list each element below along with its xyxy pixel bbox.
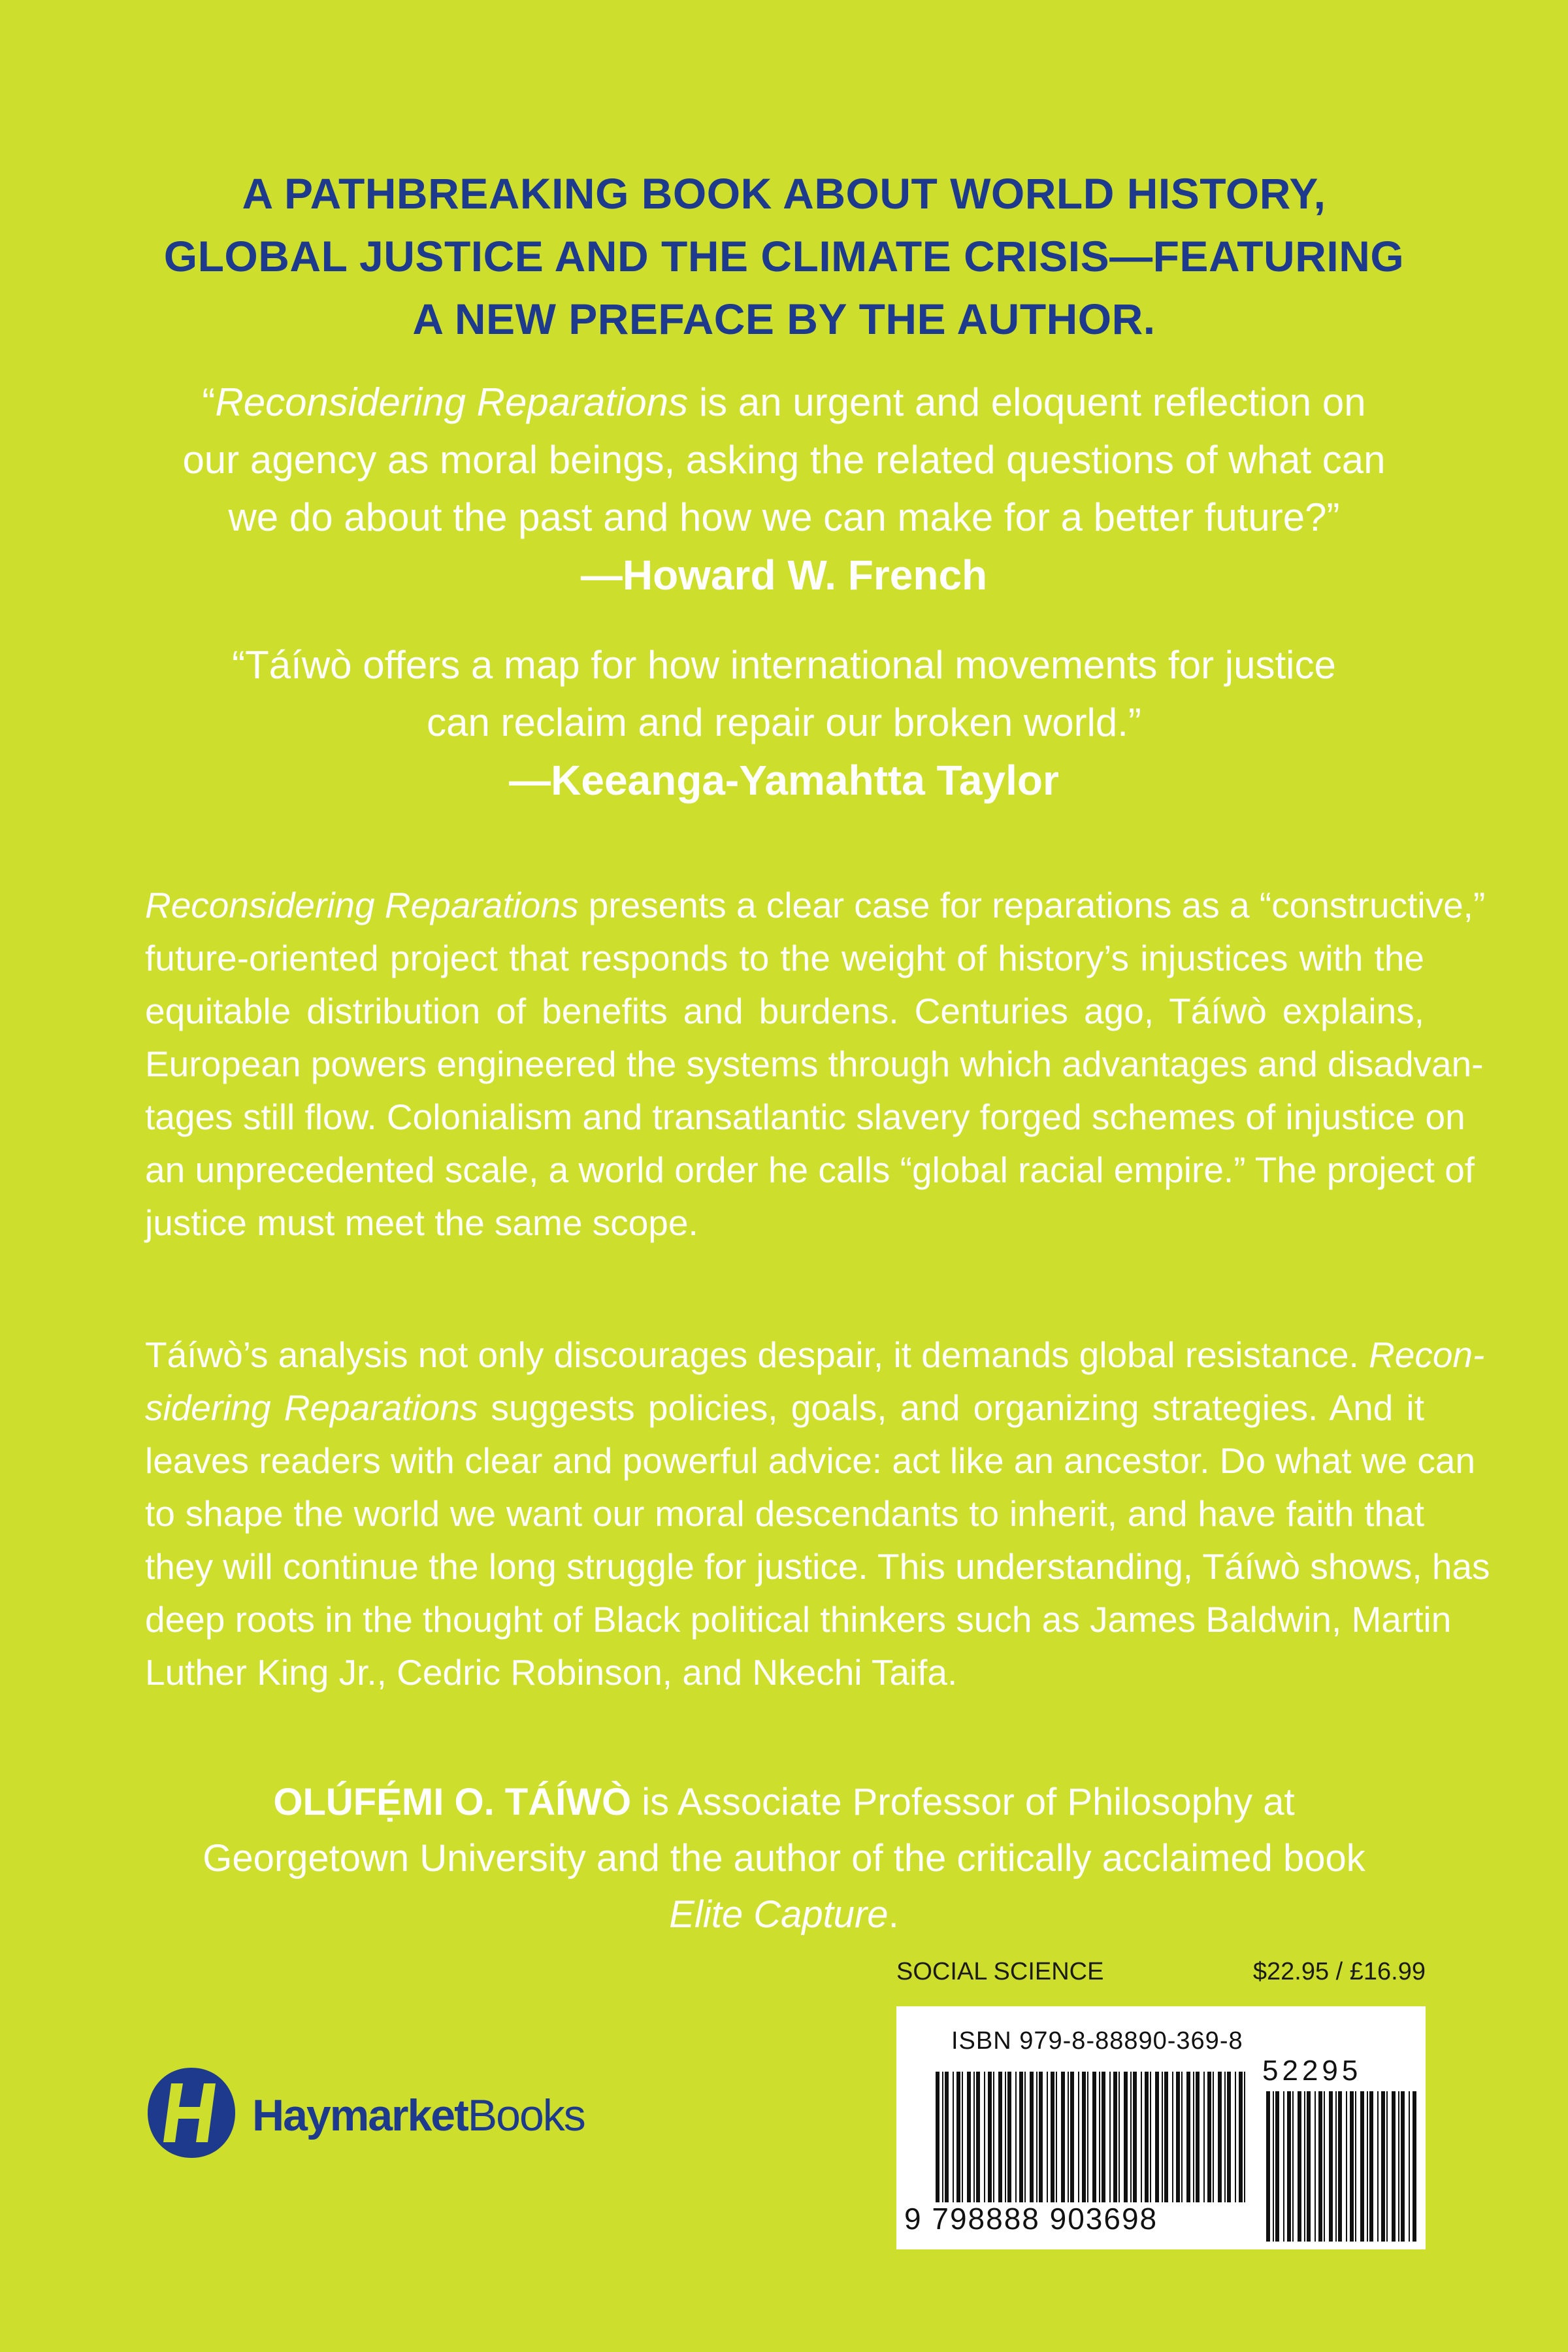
paragraph-text: presents a clear case for reparations as a “constructive,” <box>578 885 1486 925</box>
isbn-label: ISBN 979-8-88890-369-8 <box>951 2027 1243 2055</box>
barcode-bar <box>1145 2072 1149 2202</box>
barcode-bar <box>1047 2072 1048 2202</box>
barcode-bar <box>1350 2091 1354 2242</box>
author-name: OLÚFẸ́MI O. TÁÍWÒ <box>273 1781 632 1823</box>
barcode-bar <box>1056 2072 1057 2202</box>
barcode-bar <box>936 2072 939 2202</box>
isbn-barcode <box>936 2072 1249 2202</box>
barcode-bar <box>1162 2072 1163 2202</box>
barcode-bar <box>1176 2072 1180 2202</box>
barcode-bar <box>1150 2072 1151 2202</box>
blurb-taylor <box>0 637 1568 809</box>
barcode-bar <box>1381 2091 1385 2242</box>
bio-line <box>0 1774 1568 1830</box>
paragraph-text: Táíwò’s analysis not only discourages despair, it demands global resistance. <box>145 1334 1369 1375</box>
barcode-bar <box>967 2072 971 2202</box>
barcode-bar <box>1401 2091 1405 2242</box>
barcode-bar <box>1036 2072 1037 2202</box>
blurb-line <box>0 374 1568 431</box>
headline-line: GLOBAL JUSTICE AND THE CLIMATE CRISIS—FEATURING <box>163 232 1405 280</box>
blurb-attribution: —Howard W. French <box>580 552 988 599</box>
barcode-bar <box>1287 2091 1291 2242</box>
barcode-bar <box>962 2072 963 2202</box>
bio-text: is Associate Professor of Philosophy at <box>631 1781 1295 1823</box>
barcode-bar <box>1239 2072 1243 2202</box>
barcode-bar <box>953 2072 954 2202</box>
barcode-bar <box>1338 2091 1342 2242</box>
barcode-bar <box>1070 2072 1074 2202</box>
barcode-bar <box>1409 2091 1410 2242</box>
paragraph-text: suggests policies, goals, and organizing strategies. And it <box>478 1387 1424 1428</box>
barcode-bar <box>1235 2072 1236 2202</box>
barcode-bar <box>1186 2072 1190 2202</box>
barcode-bar <box>1019 2072 1023 2202</box>
barcode-bar <box>1283 2091 1284 2242</box>
barcode-bar <box>1213 2072 1214 2202</box>
barcode-bar <box>988 2072 992 2202</box>
publisher-logo <box>142 2064 652 2162</box>
barcode-bar <box>1318 2091 1322 2242</box>
paragraph-line: Luther King Jr., Cedric Robinson, and Nkechi Taifa. <box>145 1652 958 1693</box>
paragraph-line: future-oriented project that responds to the weight of history’s injustices with the <box>145 938 1424 978</box>
barcode-bar <box>1413 2091 1416 2242</box>
isbn-digits: 9 798888 903698 <box>904 2202 1158 2236</box>
barcode-bar <box>1324 2091 1325 2242</box>
blurb-line: our agency as moral beings, asking the related questions of what can <box>182 438 1386 482</box>
haymarket-h-icon <box>142 2064 240 2162</box>
barcode-bar <box>1203 2072 1205 2202</box>
barcode-bar <box>998 2072 1002 2202</box>
barcode-bar <box>1346 2091 1347 2242</box>
barcode-bar <box>1109 2072 1111 2202</box>
description-paragraph-1 <box>145 879 1486 1250</box>
blurb-french <box>0 374 1568 604</box>
paragraph-line <box>145 1329 1485 1382</box>
barcode-bar <box>1273 2091 1274 2242</box>
barcode-bar <box>1335 2091 1337 2242</box>
barcode-bar <box>1113 2072 1117 2202</box>
barcode-bar <box>973 2072 975 2202</box>
barcode-bar <box>1367 2091 1368 2242</box>
price-label: $22.95 / £16.99 <box>1252 1958 1426 1985</box>
paragraph-line: an unprecedented scale, a world order he calls “global racial empire.” The project of <box>145 1150 1475 1190</box>
barcode-bar <box>984 2072 985 2202</box>
paragraph-line <box>145 879 1486 932</box>
publisher-name <box>252 2090 585 2141</box>
barcode-bar <box>1224 2072 1226 2202</box>
barcode-bar <box>956 2072 960 2202</box>
barcode-bar <box>1275 2091 1279 2242</box>
barcode-bar <box>1141 2072 1142 2202</box>
paragraph-line: they will continue the long struggle for justice. This understanding, Táíwò shows, has <box>145 1546 1490 1587</box>
barcode-bar <box>1304 2091 1305 2242</box>
barcode-bar <box>1218 2072 1222 2202</box>
barcode-bar <box>1360 2091 1364 2242</box>
barcode-bar <box>1078 2072 1079 2202</box>
barcode-bar <box>976 2072 980 2202</box>
barcode-bar <box>1124 2072 1128 2202</box>
barcode-bar <box>1007 2072 1011 2202</box>
paragraph-line: to shape the world we want our moral descendants to inherit, and have faith that <box>145 1493 1424 1534</box>
barcode-bar <box>1398 2091 1399 2242</box>
blurb-line: we do about the past and how we can make for a better future?” <box>228 495 1340 539</box>
paragraph-line: equitable distribution of benefits and burdens. Centuries ago, Táíwò explains, <box>145 991 1424 1031</box>
price-barcode <box>1266 2091 1416 2242</box>
barcode-bar <box>1196 2072 1200 2202</box>
barcode-bar <box>1130 2072 1132 2202</box>
barcode-bar <box>942 2072 943 2202</box>
barcode-bar <box>1181 2072 1183 2202</box>
barcode-bar <box>1082 2072 1086 2202</box>
barcode-bar <box>1005 2072 1006 2202</box>
barcode-bar <box>1392 2091 1396 2242</box>
book-title: Elite Capture <box>669 1893 889 1936</box>
barcode-panel <box>896 2006 1426 2249</box>
barcode-bar <box>1133 2072 1137 2202</box>
barcode-bar <box>1207 2072 1211 2202</box>
paragraph-line: deep roots in the thought of Black political thinkers such as James Baldwin, Martin <box>145 1599 1452 1640</box>
paragraph-line <box>145 1382 1424 1434</box>
bio-line <box>0 1887 1568 1943</box>
barcode-bar <box>1164 2072 1168 2202</box>
description-paragraph-2 <box>145 1329 1490 1699</box>
author-bio <box>0 1774 1568 1943</box>
barcode-bar <box>1068 2072 1069 2202</box>
barcode-bar <box>1315 2091 1316 2242</box>
barcode-bar <box>1092 2072 1096 2202</box>
book-title: Recon- <box>1369 1334 1485 1375</box>
barcode-bar <box>1355 2091 1356 2242</box>
barcode-bar <box>1292 2091 1294 2242</box>
paragraph-line: tages still flow. Colonialism and transatlantic slavery forged schemes of injustice on <box>145 1097 1465 1137</box>
bio-text: . <box>888 1893 899 1936</box>
paragraph-line: leaves readers with clear and powerful advice: act like an ancestor. Do what we can <box>145 1440 1476 1481</box>
barcode-bar <box>945 2072 949 2202</box>
blurb-text: is an urgent and eloquent reflection on <box>688 380 1366 424</box>
barcode-bar <box>1051 2072 1054 2202</box>
barcode-bar <box>1266 2091 1270 2242</box>
barcode-bar <box>1377 2091 1379 2242</box>
barcode-bar <box>1369 2091 1373 2242</box>
barcode-bar <box>1386 2091 1388 2242</box>
headline-line: A PATHBREAKING BOOK ABOUT WORLD HISTORY, <box>242 169 1326 218</box>
barcode-bar <box>1030 2072 1034 2202</box>
blurb-line: “Táíwò offers a map for how international movements for justice <box>232 643 1336 687</box>
publisher-name-part: Books <box>467 2091 585 2140</box>
category-label: SOCIAL SCIENCE <box>896 1958 1104 1985</box>
headline <box>0 162 1568 350</box>
barcode-bar <box>1193 2072 1194 2202</box>
publisher-name-part: Haymarket <box>252 2091 468 2140</box>
book-title: Reconsidering Reparations <box>145 885 579 925</box>
open-quote: “ <box>202 380 216 424</box>
barcode-bar <box>1015 2072 1017 2202</box>
bio-line: Georgetown University and the author of the critically acclaimed book <box>203 1837 1365 1880</box>
barcode-bar <box>1298 2091 1301 2242</box>
barcode-bar <box>1024 2072 1026 2202</box>
barcode-bar <box>1172 2072 1173 2202</box>
barcode-bar <box>1155 2072 1159 2202</box>
barcode-bar <box>1102 2072 1105 2202</box>
barcode-bar <box>1244 2072 1245 2202</box>
paragraph-line: justice must meet the same scope. <box>145 1202 698 1243</box>
price-code: 52295 <box>1262 2055 1362 2087</box>
barcode-bar <box>1087 2072 1088 2202</box>
barcode-bar <box>1329 2091 1333 2242</box>
barcode-bar <box>1307 2091 1311 2242</box>
barcode-bar <box>1099 2072 1100 2202</box>
blurb-line: can reclaim and repair our broken world.” <box>427 701 1141 744</box>
book-title: Reconsidering Reparations <box>215 380 689 424</box>
barcode-bar <box>1061 2072 1065 2202</box>
barcode-bar <box>993 2072 994 2202</box>
barcode-bar <box>1119 2072 1120 2202</box>
barcode-bar <box>1227 2072 1231 2202</box>
book-title: sidering Reparations <box>145 1387 478 1428</box>
headline-line: A NEW PREFACE BY THE AUTHOR. <box>412 295 1156 343</box>
barcode-bar <box>1039 2072 1043 2202</box>
paragraph-line: European powers engineered the systems through which advantages and disadvan- <box>145 1044 1484 1084</box>
blurb-attribution: —Keeanga-Yamahtta Taylor <box>509 757 1059 804</box>
